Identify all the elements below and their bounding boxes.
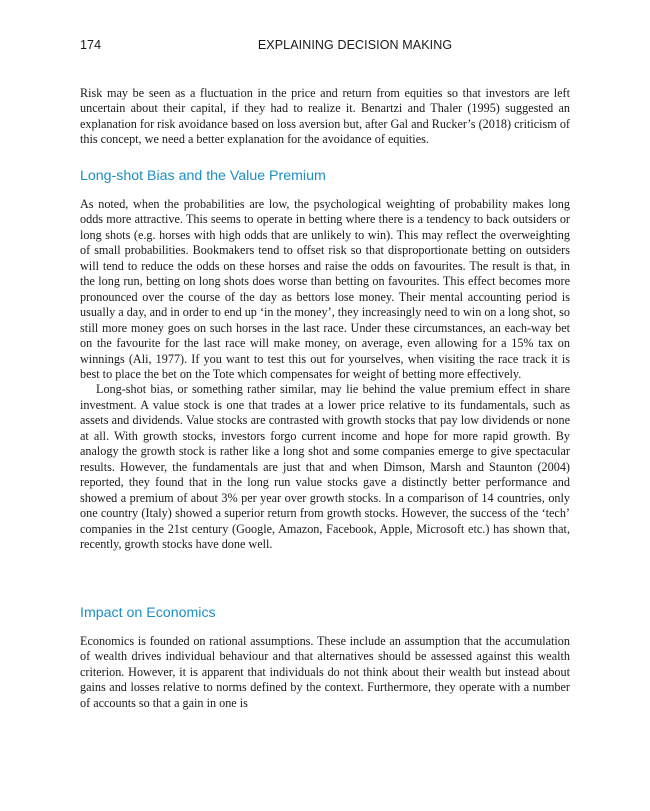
intro-paragraph: Risk may be seen as a fluctuation in the price and return from equities so that investors are left uncertain about their capital, if they had to realize it. Benartzi and Thaler (1995) suggested an explanation for risk avoidance based on loss aversion but, after Gal and Rucker’s (2018) criticism of this concept, we need a better explanation for the avoidance of equities.: [80, 86, 570, 147]
longshot-paragraph-1: As noted, when the probabilities are low, the psychological weighting of probability makes long odds more attractive. This seems to operate in betting where there is a tendency to back outsiders or long shots (e.g. horses with high odds that are unlikely to win). This may reflect the overweighting of small probabilities. Bookmakers tend to offset risk so that disproportionate betting on outsiders will tend to reduce the odds on these horses and raise the odds on favourites. The result is that, in the long run, betting on long shots does worse than betting on favourites. This effect becomes more pronounced over the course of the day as bettors lose money. Their mental accounting period is usually a day, and in order to end up ‘in the money’, they increasingly need to win on a long shot, so still more money goes on such horses in the last race. Under these circumstances, an each-way bet on the favourite for the last race will make money, on average, even allowing for a 15% tax on winnings (Ali, 1977). If you want to test this out for yourselves, when visiting the race track it is best to place the bet on the Tote which compensates for weight of betting more effectively.: [80, 197, 570, 381]
section-body-longshot: [80, 197, 570, 552]
page-number: 174: [80, 38, 102, 52]
section-heading-longshot: Long-shot Bias and the Value Premium: [80, 168, 326, 184]
intro-text: [80, 86, 570, 148]
economics-paragraph-1: Economics is founded on rational assumptions. These include an assumption that the accumulation of wealth drives individual behaviour and that alternatives should be assessed against this wealth criterion. However, it is apparent that individuals do not think about their wealth but instead about gains and losses relative to norms defined by the context. Furthermore, they operate with a number of accounts so that a gain in one is: [80, 634, 570, 710]
section-heading-economics: Impact on Economics: [80, 605, 216, 621]
running-title: EXPLAINING DECISION MAKING: [257, 38, 453, 52]
section-body-economics: [80, 634, 570, 711]
running-head: [80, 38, 570, 58]
longshot-paragraph-2: Long-shot bias, or something rather similar, may lie behind the value premium effect in share investment. A value stock is one that trades at a lower price relative to its fundamentals, such as assets and dividends. Value stocks are contrasted with growth stocks that pay low dividends or none at all. With growth stocks, investors forgo current income and hope for more rapid growth. By analogy the growth stock is rather like a long shot and some companies emerge to give spectacular results. However, the fundamentals are just that and when Dimson, Marsh and Staunton (2004) reported, they found that in the long run value stocks gave a distinctly better performance and showed a premium of about 3% per year over growth stocks. In a comparison of 14 countries, only one country (Italy) showed a superior return from growth stocks. However, the success of the ‘tech’ companies in the 21st century (Google, Amazon, Facebook, Apple, Microsoft etc.) has shown that, recently, growth stocks have done well.: [80, 382, 570, 551]
